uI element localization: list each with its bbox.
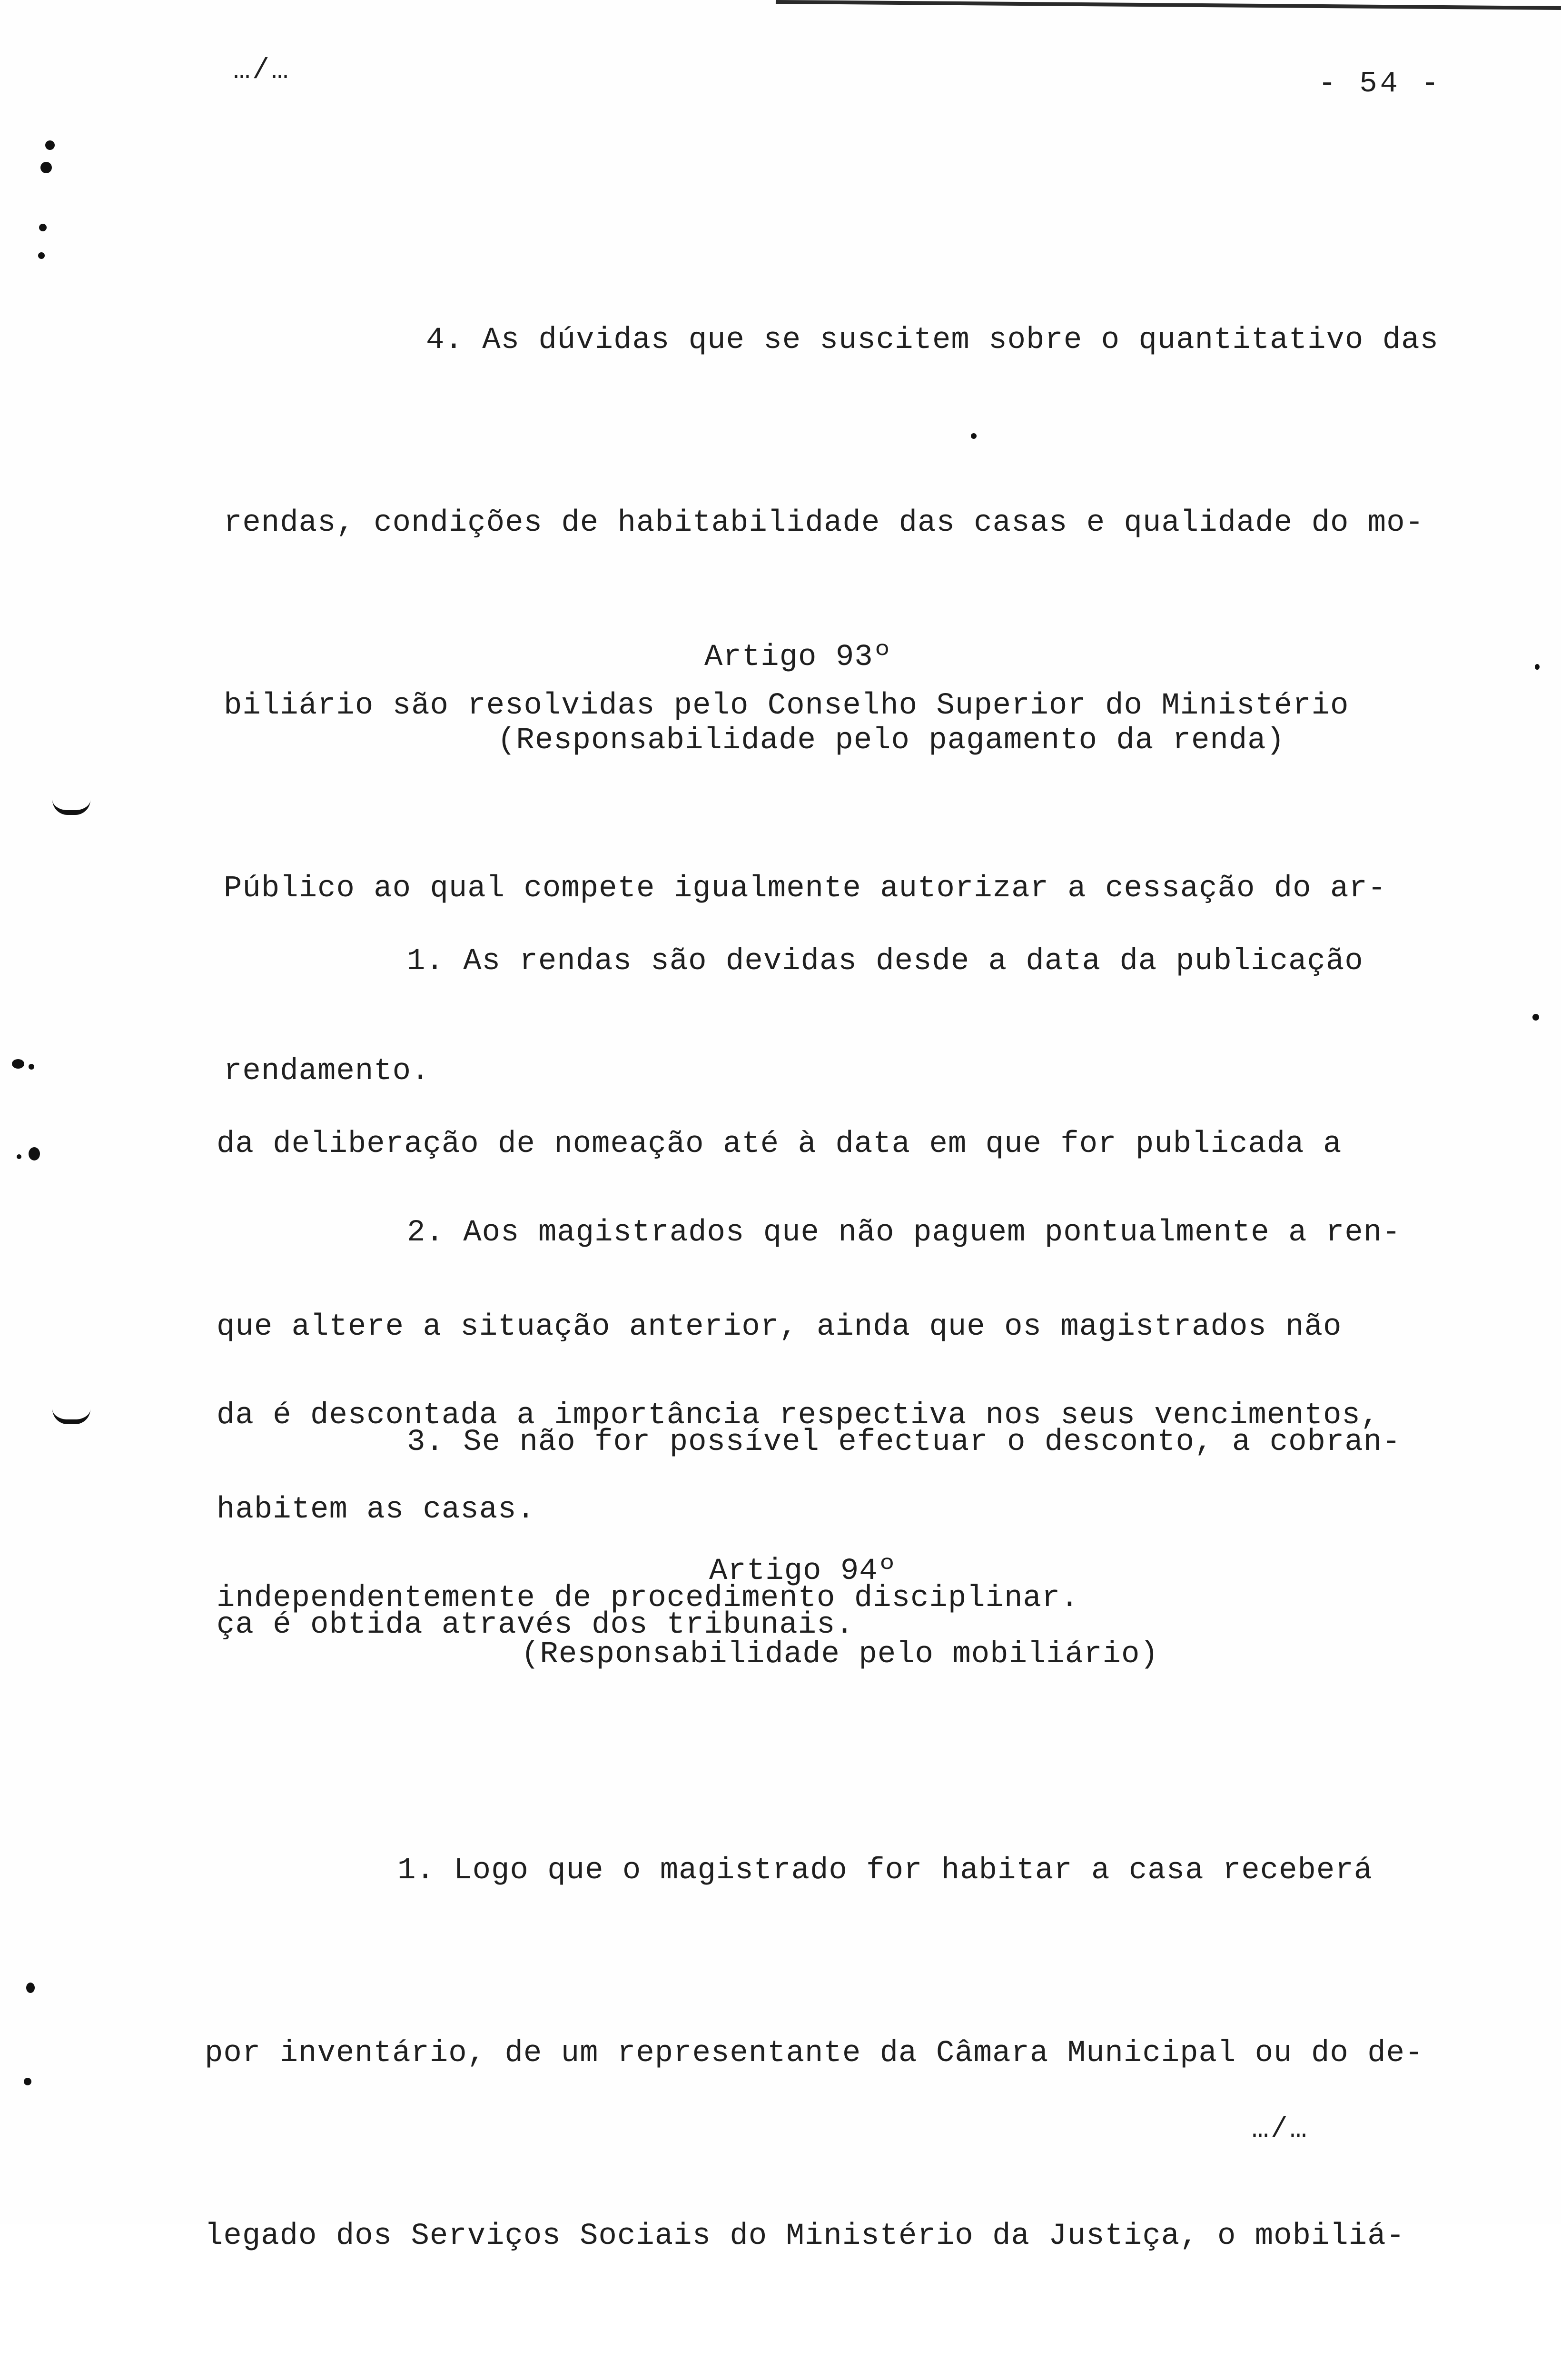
text-line: 1. Logo que o magistrado for habitar a casa receberá: [397, 1854, 1373, 1888]
continuation-marker-bottom: …/…: [1252, 2113, 1309, 2146]
text-line: da deliberação de nomeação até à data em que for publicada a: [217, 1127, 1342, 1161]
article-94-paragraph-1: [205, 1718, 1423, 2380]
text-line: rendamento.: [224, 1054, 430, 1089]
article-94-title: Artigo 94º: [709, 1554, 897, 1588]
binder-hole-mark: [52, 800, 90, 815]
text-line: da é descontada a importância respectiva nos seus vencimentos,: [217, 1398, 1380, 1433]
page-number: - 54 -: [1318, 67, 1442, 100]
text-line: independentemente de procedimento disciplinar.: [217, 1581, 1079, 1616]
text-line: por inventário, de um representante da Câmara Municipal ou do de-: [205, 2036, 1424, 2071]
text-line: Público ao qual compete igualmente autorizar a cessação do ar-: [224, 872, 1387, 906]
scan-speck: [1532, 1014, 1539, 1021]
text-line: 3. Se não for possível efectuar o desconto, a cobran-: [407, 1425, 1401, 1459]
article-93-subtitle: (Responsabilidade pelo pagamento da renda): [497, 724, 1285, 758]
scan-speck: [1535, 664, 1540, 670]
text-line: habitem as casas.: [217, 1493, 535, 1527]
text-line: que altere a situação anterior, ainda que os magistrados não: [217, 1310, 1342, 1344]
binder-hole-mark: [52, 1409, 90, 1424]
top-edge-rule: [776, 0, 1561, 10]
text-line: 1. As rendas são devidas desde a data da publicação: [407, 944, 1363, 979]
article-93-title: Artigo 93º: [704, 640, 892, 674]
text-line: 4. As dúvidas que se suscitem sobre o quantitativo das: [426, 323, 1439, 357]
scan-speck: [24, 2078, 31, 2085]
scan-speck: [12, 1059, 24, 1069]
text-line: ça é obtida através dos tribunais.: [217, 1608, 854, 1642]
scan-speck: [38, 252, 45, 259]
scan-speck: [29, 1147, 40, 1160]
scan-speck: [17, 1154, 21, 1159]
text-line: biliário são resolvidas pelo Conselho Superior do Ministério: [224, 689, 1349, 723]
scan-speck: [45, 140, 55, 150]
article-94-subtitle: (Responsabilidade pelo mobiliário): [521, 1637, 1159, 1672]
article-93-paragraph-3: [217, 1290, 1401, 1777]
text-line: rendas, condições de habitabilidade das casas e qualidade do mo-: [224, 506, 1424, 540]
text-line: 2. Aos magistrados que não paguem pontualmente a ren-: [407, 1216, 1401, 1250]
scan-speck: [29, 1064, 34, 1070]
continuation-marker-top: …/…: [233, 55, 291, 87]
text-line: legado dos Serviços Sociais do Ministério da Justiça, o mobiliá-: [205, 2219, 1405, 2253]
scan-speck: [971, 433, 977, 439]
scan-speck: [26, 1983, 35, 1993]
scan-speck: [40, 162, 52, 173]
scan-speck: [39, 224, 47, 231]
